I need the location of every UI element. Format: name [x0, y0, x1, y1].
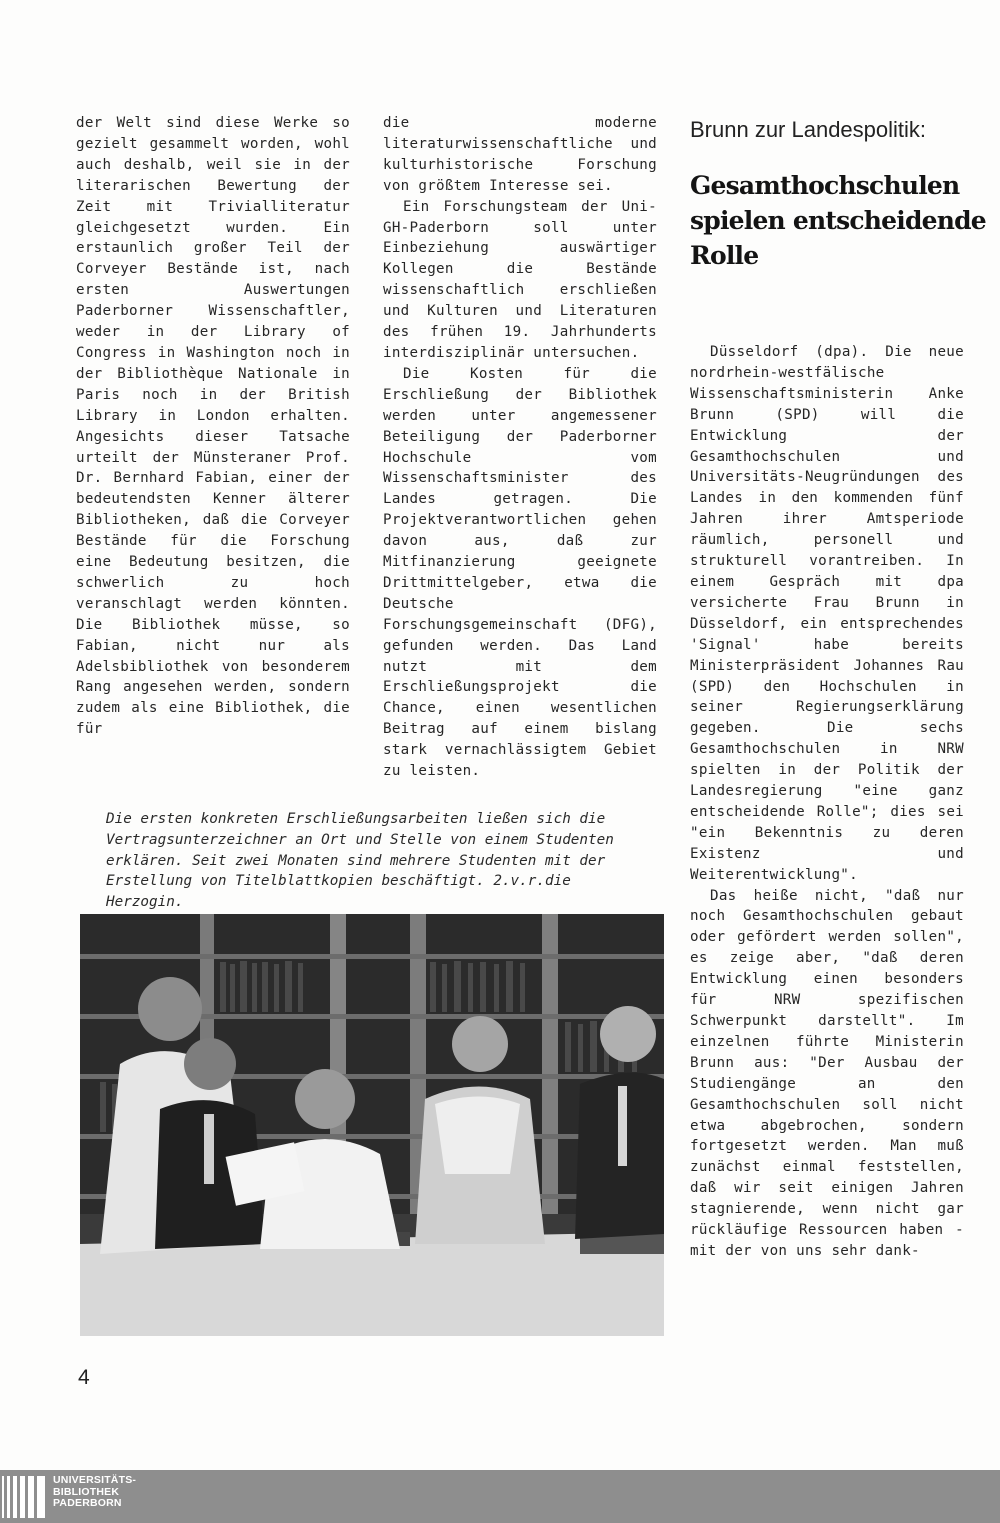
left-column-paragraph-1: der Welt sind diese Werke so gezielt gesammelt worden, wohl auch deshalb, weil sie in der literarischen Bewertung der Zeit mit Trivialliteratur gleichgesetzt wurden. Ein erstaunlich großer Teil der Corveyer Bestände ist, nach ersten Auswertungen Paderborner Wissenschaftler, weder in der Library of Congress in Washington noch in der Bibliothèque Nationale in Paris noch in der British Library in London erhalten. Angesichts dieser Tatsache urteilt der Münsteraner Prof. Dr. Bernhard Fabian, einer der bedeutendsten Kenner älterer Bibliotheken, daß die Corveyer Bestände für die Forschung eine Bedeutung besitzen, die schwerlich zu hoch veranschlagt werden könnten. Die Bibliothek müsse, so Fabian, nicht nur als Adelsbibliothek von besonderem Rang angesehen werden, sondern zudem als eine Bibliothek, die für — [76, 115, 350, 738]
article-kicker: Brunn zur Landespolitik: — [690, 117, 927, 142]
logo-line-1: UNIVERSITÄTS- — [53, 1474, 137, 1486]
photo-illustration — [80, 914, 664, 1336]
university-library-logo-text — [53, 1475, 136, 1510]
right-column-paragraph-1: Düsseldorf (dpa). Die neue nordrhein-westfälische Wissenschaftsministerin Anke Brunn (SPD) will die Entwicklung der Gesamthochschulen und Universitäts-Neugründungen des Landes in den kommenden fünf Jahren ihrer Amtsperiode räumlich, personell und strukturell vorantreiben. In einem Gespräch mit dpa versicherte Frau Brunn in Düsseldorf, ein entsprechendes 'Signal' habe bereits Ministerpräsident Johannes Rau (SPD) den Hochschulen in seiner Regierungserklärung gegeben. Die sechs Gesamthochschulen in NRW spielten in der Politik der Landesregierung "eine ganz entscheidende Rolle"; dies sei "ein Bekenntnis zu deren Existenz und Weiterentwicklung". — [690, 344, 964, 883]
middle-column-paragraph-2: Ein Forschungsteam der Uni-GH-Paderborn soll unter Einbeziehung auswärtiger Kollegen die Bestände wissenschaftlich erschließen und Kulturen und Literaturen des frühen 19. Jahrhunderts interdisziplinär untersuchen. — [383, 198, 657, 361]
middle-column-paragraph-1: die moderne literaturwissenschaftliche und kulturhistorische Forschung von größtem Interesse sei. — [383, 115, 657, 194]
left-article-column — [76, 113, 350, 740]
middle-article-column — [383, 113, 657, 782]
right-article-column — [690, 342, 964, 1262]
photo-caption: Die ersten konkreten Erschließungsarbeiten ließen sich die Vertragsunterzeichner an Ort und Stelle von einem Studenten erklären. Seit zwei Monaten sind mehrere Studenten mit der Erstellung von Titelblattkopien beschäftigt. 2.v.r.die Herzogin. — [106, 811, 614, 911]
page-number: 4 — [78, 1366, 90, 1389]
right-column-paragraph-2: Das heiße nicht, "daß nur noch Gesamthochschulen gebaut oder gefördert werden sollen", es zeige aber, "daß deren Entwicklung einen besonders für NRW spezifischen Schwerpunkt darstellt". Im einzelnen führte Ministerin Brunn aus: "Der Ausbau der Studiengänge an den Gesamthochschulen soll nicht etwa abgebrochen, sondern fortgesetzt werden. Man muß zunächst einmal feststellen, daß wir seit einigen Jahren stagnierende, wenn nicht gar rückläufige Ressourcen haben - mit der von uns sehr dank- — [690, 887, 964, 1259]
logo-line-3: PADERBORN — [53, 1497, 122, 1510]
logo-line-2: BIBLIOTHEK — [53, 1485, 120, 1498]
library-footer-bar — [0, 1470, 1000, 1523]
middle-column-paragraph-3: Die Kosten für die Erschließung der Bibliothek werden unter angemessener Beteiligung der Paderborner Hochschule vom Wissenschaftsminister des Landes getragen. Die Projektverantwortlichen gehen davon aus, daß zur Mitfinanzierung geeignete Drittmittelgeber, etwa die Deutsche Forschungsgemeinschaft (DFG), gefunden werden. Das Land nutzt mit dem Erschließungsprojekt die Chance, einen wesentlichen Beitrag auf einem bislang stark vernachlässigtem Gebiet zu leisten. — [383, 365, 657, 780]
university-library-logo-icon — [0, 1474, 50, 1520]
library-photo — [80, 914, 664, 1336]
article-headline: Gesamthochschulen spielen entscheidende Rolle — [690, 171, 986, 270]
